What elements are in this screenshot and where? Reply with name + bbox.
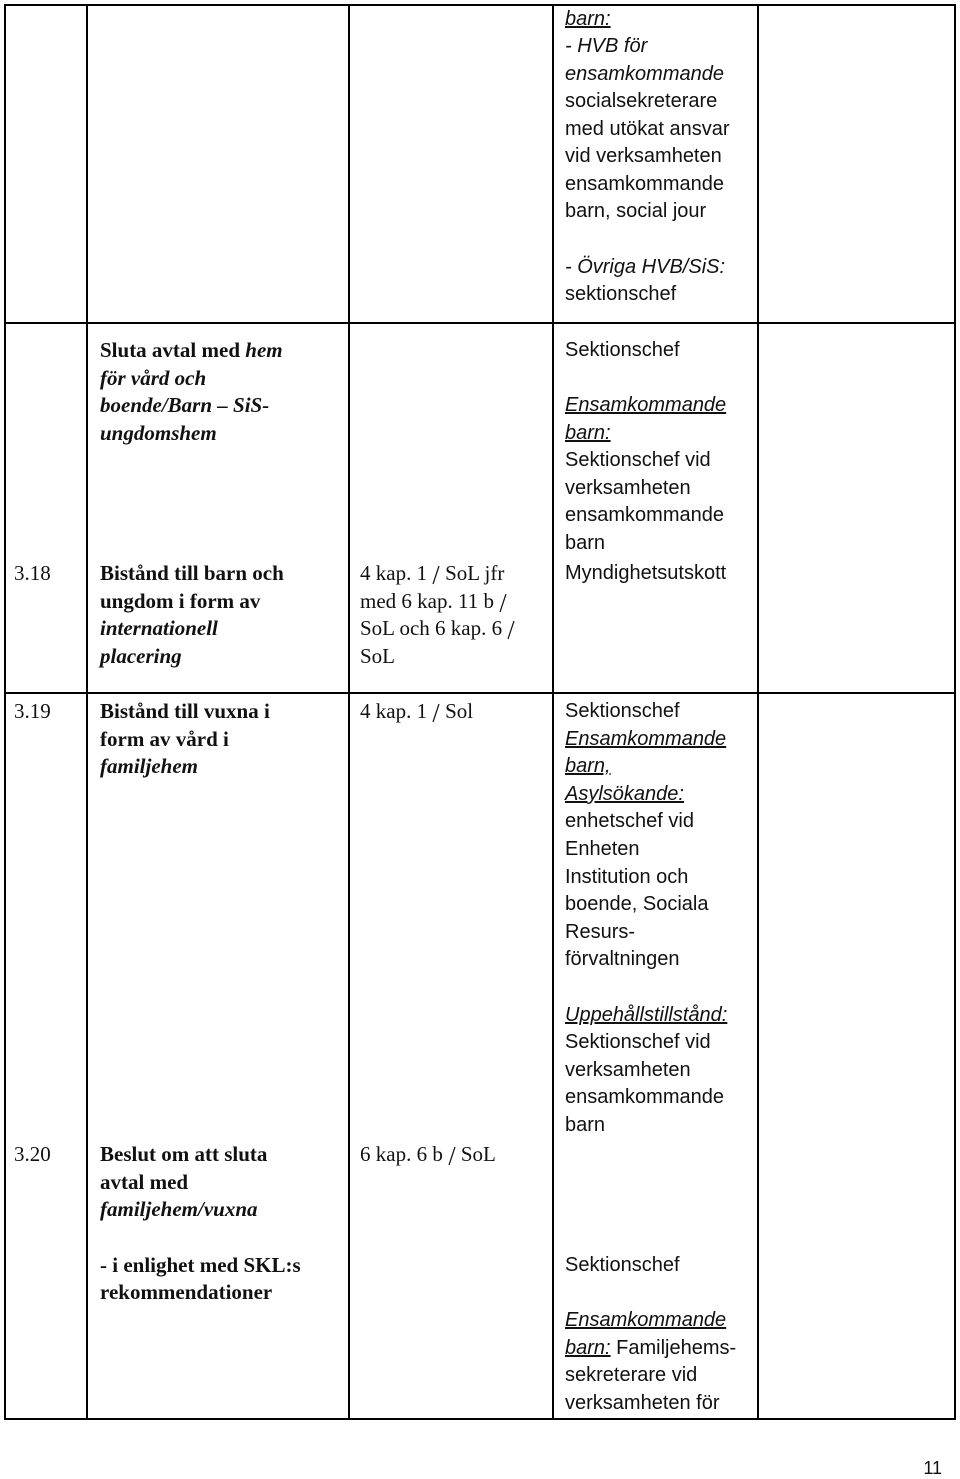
cell-line: barn:	[565, 8, 611, 30]
table-border-bottom	[4, 1418, 956, 1420]
delegate-line: barn,	[565, 755, 611, 777]
delegate-line: barn:	[565, 422, 611, 444]
delegate-line: Ensamkommande	[565, 1309, 727, 1331]
cell-line: ensamkommande	[565, 63, 724, 85]
delegate-line: verksamheten för	[565, 1392, 720, 1414]
title-line: boende/Barn – SiS-	[100, 393, 270, 417]
table-row-divider-1	[4, 322, 956, 324]
delegate-text: Familjehems-	[616, 1337, 737, 1359]
table-row-divider-2	[4, 692, 956, 694]
title-line: för vård och	[100, 366, 207, 390]
row-3-19-law	[360, 698, 473, 726]
row-number-3-20: 3.20	[14, 1142, 51, 1166]
delegate-line: ensamkommande	[565, 504, 724, 526]
title-line: Beslut om att sluta	[100, 1142, 268, 1166]
table-col-divider-1	[86, 4, 88, 1420]
cell-line: sektionschef	[565, 283, 677, 305]
title-line: - i enlighet med SKL:s	[100, 1253, 301, 1277]
section-sign-icon	[498, 592, 508, 614]
cell-line: barn, social jour	[565, 200, 707, 222]
law-text: med 6 kap. 11 b	[360, 589, 494, 613]
table-border-left	[4, 4, 6, 1420]
page-number: 11	[923, 1458, 942, 1478]
law-text: SoL	[360, 644, 396, 668]
section-sign-icon	[431, 564, 441, 586]
law-text: SoL och 6 kap. 6	[360, 616, 503, 640]
delegate-italic: barn:	[565, 1337, 611, 1359]
delegate-line: förvaltningen	[565, 948, 680, 970]
cell-line: med utökat ansvar	[565, 118, 730, 140]
delegate-line: boende, Sociala	[565, 893, 709, 915]
law-text: 4 kap. 1	[360, 561, 428, 585]
delegate-line: Sektionschef	[565, 339, 680, 361]
section-sign-icon	[447, 1145, 457, 1167]
law-text: Sol	[445, 699, 474, 723]
delegate-line: sekreterare vid	[565, 1364, 698, 1386]
title-line: form av vård i	[100, 727, 229, 751]
delegate-line: barn	[565, 1114, 606, 1136]
cell-line: - HVB för	[565, 35, 648, 57]
cell-line: vid verksamheten	[565, 145, 722, 167]
table-col-divider-4	[757, 4, 759, 1420]
delegate-line: Uppehållstillstånd:	[565, 1004, 728, 1026]
delegate-line: Ensamkommande	[565, 394, 727, 416]
table-border-right	[954, 4, 956, 1420]
law-text: 6 kap. 6 b	[360, 1142, 443, 1166]
delegate-line: Sektionschef vid	[565, 1031, 711, 1053]
table-col-divider-2	[348, 4, 350, 1420]
title-line: familjehem/vuxna	[100, 1197, 258, 1221]
section-sign-icon	[431, 702, 441, 724]
delegate-line: Sektionschef vid	[565, 449, 711, 471]
table-border-top	[4, 4, 956, 6]
cell-line: socialsekreterare	[565, 90, 718, 112]
law-text: 4 kap. 1	[360, 699, 428, 723]
title-line: Bistånd till barn och	[100, 561, 284, 585]
delegate-line: Asylsökande:	[565, 783, 684, 805]
section-sign-icon	[506, 619, 516, 641]
delegate-line: Institution och	[565, 866, 689, 888]
delegate-line: verksamheten	[565, 1059, 691, 1081]
title-line: ungdomshem	[100, 421, 217, 445]
title-line: ungdom i form av	[100, 589, 261, 613]
table-col-divider-3	[552, 4, 554, 1420]
row-number-3-19: 3.19	[14, 699, 51, 723]
title-line: internationell	[100, 616, 218, 640]
title-text: Sluta avtal med	[100, 338, 241, 362]
title-line: Bistånd till vuxna i	[100, 699, 270, 723]
title-line: placering	[100, 644, 182, 668]
delegate-line: Resurs-	[565, 921, 636, 943]
delegate-line: enhetschef vid	[565, 810, 694, 832]
delegate-line: Ensamkommande	[565, 728, 727, 750]
delegate-line: verksamheten	[565, 477, 691, 499]
delegate-line: Sektionschef	[565, 700, 680, 722]
row-3-18-delegate: Myndighetsutskott	[565, 562, 727, 584]
delegate-line: Sektionschef	[565, 1254, 680, 1276]
row-3-20-law	[360, 1141, 496, 1169]
law-text: SoL	[460, 1142, 496, 1166]
title-line: rekommendationer	[100, 1280, 273, 1304]
row-number-3-18: 3.18	[14, 561, 51, 585]
cell-line: - Övriga HVB/SiS:	[565, 256, 726, 278]
cell-line: ensamkommande	[565, 173, 724, 195]
delegate-line: barn	[565, 532, 606, 554]
title-line: avtal med	[100, 1170, 189, 1194]
delegate-line: ensamkommande	[565, 1086, 724, 1108]
title-italic: hem	[245, 338, 283, 362]
delegate-line: Enheten	[565, 838, 640, 860]
title-line: familjehem	[100, 754, 198, 778]
law-text: SoL jfr	[445, 561, 505, 585]
